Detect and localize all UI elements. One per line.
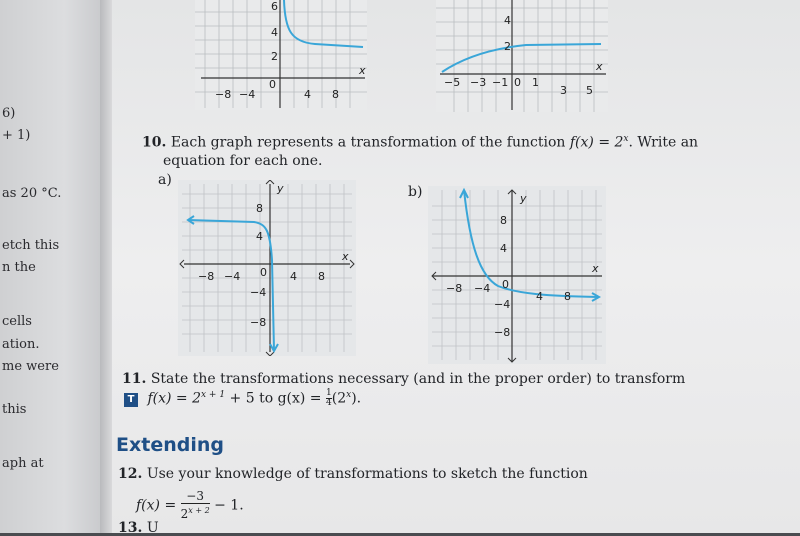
tr-tick-x-0: −5 — [444, 76, 461, 89]
tr-tick-x-4: 1 — [532, 76, 539, 89]
b-tick-y-1: 4 — [500, 242, 507, 255]
question-11-frac-num: 1 — [326, 388, 332, 398]
tl-tick-y-0: 6 — [271, 0, 278, 13]
tl-tick-x-0: −8 — [215, 88, 232, 101]
b-axis-x: x — [592, 262, 599, 275]
b-tick-y-0: 8 — [500, 214, 507, 227]
fragment-6: cells — [2, 314, 32, 329]
tr-tick-x-2: −1 — [492, 76, 509, 89]
tr-tick-x-6: 5 — [586, 84, 593, 97]
tl-tick-x-3: 4 — [304, 88, 311, 101]
a-tick-y-0: 8 — [256, 202, 263, 215]
tl-tick-y-1: 4 — [271, 26, 278, 39]
question-11-f: f(x) = 2 — [147, 390, 201, 407]
question-10-line2: equation for each one. — [163, 153, 323, 169]
b-tick-y-3: −8 — [494, 326, 511, 339]
question-11-number: 11. — [122, 371, 147, 387]
a-axis-x: x — [342, 250, 349, 263]
tl-tick-x-1: −4 — [239, 88, 256, 101]
b-tick-y-2: −4 — [494, 298, 511, 311]
graph-a — [178, 180, 356, 356]
tl-axis-x: x — [359, 64, 366, 77]
fragment-10: aph at — [2, 456, 44, 471]
a-tick-x-2: 0 — [260, 266, 267, 279]
tr-tick-x-5: 3 — [560, 84, 567, 97]
tl-tick-x-2: 0 — [269, 78, 276, 91]
question-12-fraction — [181, 490, 210, 521]
a-tick-y-1: 4 — [256, 230, 263, 243]
question-11-frac-den: 4 — [326, 398, 332, 408]
question-12-den-exp: x + 2 — [188, 506, 210, 515]
a-tick-x-4: 8 — [318, 270, 325, 283]
question-12-tail: − 1. — [214, 497, 244, 514]
a-tick-y-3: −8 — [250, 316, 267, 329]
tr-axis-x: x — [596, 60, 603, 73]
b-tick-x-3: 4 — [536, 290, 543, 303]
tr-tick-x-3: 0 — [514, 76, 521, 89]
question-12-line1 — [118, 466, 588, 482]
graph-top-left — [195, 0, 367, 110]
question-11-mid: + 5 to g(x) = — [229, 390, 322, 407]
tl-tick-y-2: 2 — [271, 50, 278, 63]
question-13-line1 — [118, 520, 159, 536]
question-10-line1 — [142, 134, 698, 151]
left-page — [0, 0, 108, 533]
question-11-text: State the transformations necessary (and in the proper order) to transform — [150, 371, 686, 387]
question-10-function-exp: x — [623, 134, 629, 144]
a-tick-x-3: 4 — [290, 270, 297, 283]
question-12-num: −3 — [181, 490, 210, 504]
a-axis-y: y — [277, 182, 284, 195]
graph-b — [428, 186, 606, 364]
fragment-8: me were — [2, 359, 59, 374]
question-13-text: U — [146, 520, 159, 536]
question-10-tail: . Write an — [628, 134, 699, 151]
a-tick-x-0: −8 — [198, 270, 215, 283]
b-axis-y: y — [520, 192, 527, 205]
question-10-function: f(x) = 2 — [569, 134, 624, 151]
question-10-number: 10. — [142, 134, 167, 151]
fragment-7: ation. — [2, 337, 40, 352]
question-11-g: (2 — [331, 390, 347, 407]
fragment-4: etch this — [2, 238, 60, 253]
section-heading-extending: Extending — [116, 434, 224, 456]
question-12-lhs: f(x) = — [136, 497, 177, 514]
fragment-2: + 1) — [2, 128, 31, 143]
part-a-label: a) — [158, 172, 172, 188]
a-tick-x-1: −4 — [224, 270, 241, 283]
fragment-9: this — [2, 402, 27, 417]
question-10-text: Each graph represents a transformation of the function — [170, 134, 566, 151]
part-b-label: b) — [408, 184, 423, 200]
graph-top-right — [436, 0, 608, 112]
tl-tick-x-4: 8 — [332, 88, 339, 101]
tr-tick-y-0: 4 — [504, 14, 511, 27]
b-tick-x-0: −8 — [446, 282, 463, 295]
a-tick-y-2: −4 — [250, 286, 267, 299]
question-12-text: Use your knowledge of transformations to sketch the function — [146, 466, 588, 482]
question-11-line1 — [122, 371, 685, 387]
question-12-den-wrap — [181, 504, 210, 521]
question-11-f-exp: x + 1 — [201, 389, 226, 400]
tr-tick-x-1: −3 — [470, 76, 487, 89]
question-11-end: ). — [351, 390, 362, 407]
technology-badge: T — [124, 393, 138, 407]
tr-tick-y-1: 2 — [504, 40, 511, 53]
question-13-number: 13. — [118, 520, 143, 536]
fragment-3: as 20 °C. — [2, 186, 62, 201]
fragment-1: 6) — [2, 106, 16, 121]
question-12-den: 2 — [180, 507, 189, 521]
question-11-g-exp: x — [346, 389, 352, 400]
question-12-line2 — [136, 490, 244, 521]
question-12-number: 12. — [118, 466, 143, 482]
b-tick-x-2: 0 — [502, 278, 509, 291]
question-11-line2 — [124, 389, 361, 408]
b-tick-x-4: 8 — [564, 290, 571, 303]
b-tick-x-1: −4 — [474, 282, 491, 295]
fragment-5: n the — [2, 260, 36, 275]
